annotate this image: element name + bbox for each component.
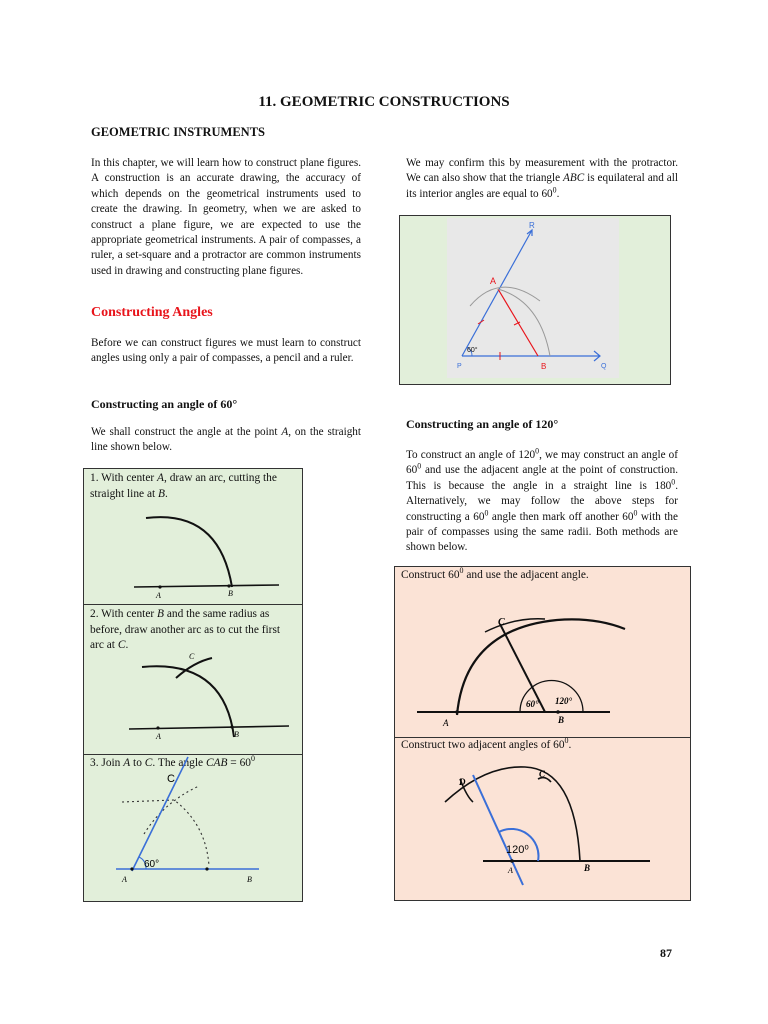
geometric-instruments-heading: GEOMETRIC INSTRUMENTS [91,125,265,139]
step-2-text: 2. With center B and the same radius as before, draw another arc as to cut the first arc at C. [90,608,281,651]
step-3-figure [84,754,304,904]
fig1-label-b: B [228,589,233,598]
method2-label-a: A [508,866,513,875]
angle-120-paragraph: To construct an angle of $120^0$, we may construct an angle of $60^0$ and use the adjacent angle at the point of construction. This is because the angle in a straight line is $180^0$. Alternatively, we may follow the above steps for constructing a $60^0$ angle then mark off another $60^0$ with the pair of compasses using the same radii. Both methods are shown below. [406,446,678,554]
triangle-label-a: A [490,276,497,286]
angle-120-heading: Constructing an angle of 120° [406,417,559,431]
methods-box [394,566,691,901]
fig2-label-c: C [189,652,195,661]
triangle-label-r: R [529,221,535,230]
method2-angle-label: 120⁰ [506,844,529,856]
fig1-label-a: A [156,591,161,600]
method-2-figure [395,737,692,902]
method1-label-a: A [443,718,449,728]
method1-label-b: B [558,715,565,725]
step-2-figure [84,604,304,754]
triangle-diagram-box [399,215,671,385]
fig3-label-b: B [247,875,252,884]
fig3-label-a: A [122,875,127,884]
method2-label-b: B [584,863,591,873]
page-number: 87 [660,946,672,960]
fig3-angle-label: 60° [144,859,160,870]
fig2-label-a: A [156,732,161,741]
intro-paragraph: In this chapter, we will learn how to construct plane figures. A construction is an accurate drawing, the accuracy of which depends on the geometrical instruments used to create the drawing. In geometry, when we are asked to construct a plane figure, we are expected to use the appropriate geometrical instruments. A pair of compasses, a ruler, a set-square and a protractor are common instruments used in drawing and constructing plane figures. [91,157,361,277]
triangle-label-b: B [541,362,547,371]
triangle-label-p: P [457,363,462,370]
step-3-text: 3. Join A to C. The angle CAB = $60^0$ [90,754,255,769]
method-2-caption: Construct two adjacent angles of $60^0$. [401,736,572,751]
fig3-label-c: C [167,773,175,785]
angle-60-heading: Constructing an angle of 60° [91,397,238,411]
steps-box [83,468,303,902]
confirm-paragraph: We may confirm this by measurement with the protractor. We can also show that the triangle ABC is equilateral and all its interior angles are equal to $60^0$. [406,157,678,200]
method-1-figure [395,567,692,737]
triangle-diagram [400,216,672,386]
method2-label-d: D [459,777,466,787]
method1-angle-60: 60° [526,699,539,709]
constructing-angles-heading: Constructing Angles [91,305,213,320]
method1-angle-120: 120° [555,696,573,706]
triangle-label-q: Q [601,363,607,370]
method-1-caption: Construct $60^0$ and use the adjacent angle. [401,566,589,581]
angle-60-paragraph: We shall construct the angle at the point A, on the straight line shown below. [91,426,361,454]
method1-label-c: C [498,617,505,628]
step-1-figure [84,469,304,604]
method2-label-c: C [539,769,546,779]
triangle-angle-label: 60° [467,347,478,354]
step-1-text: 1. With center A, draw an arc, cutting the straight line at B. [90,472,277,500]
constructing-angles-paragraph: Before we can construct figures we must learn to construct angles using only a pair of compasses, a pencil and a ruler. [91,337,361,365]
fig2-label-b: B [234,730,239,739]
page-title: 11. GEOMETRIC CONSTRUCTIONS [258,94,510,110]
